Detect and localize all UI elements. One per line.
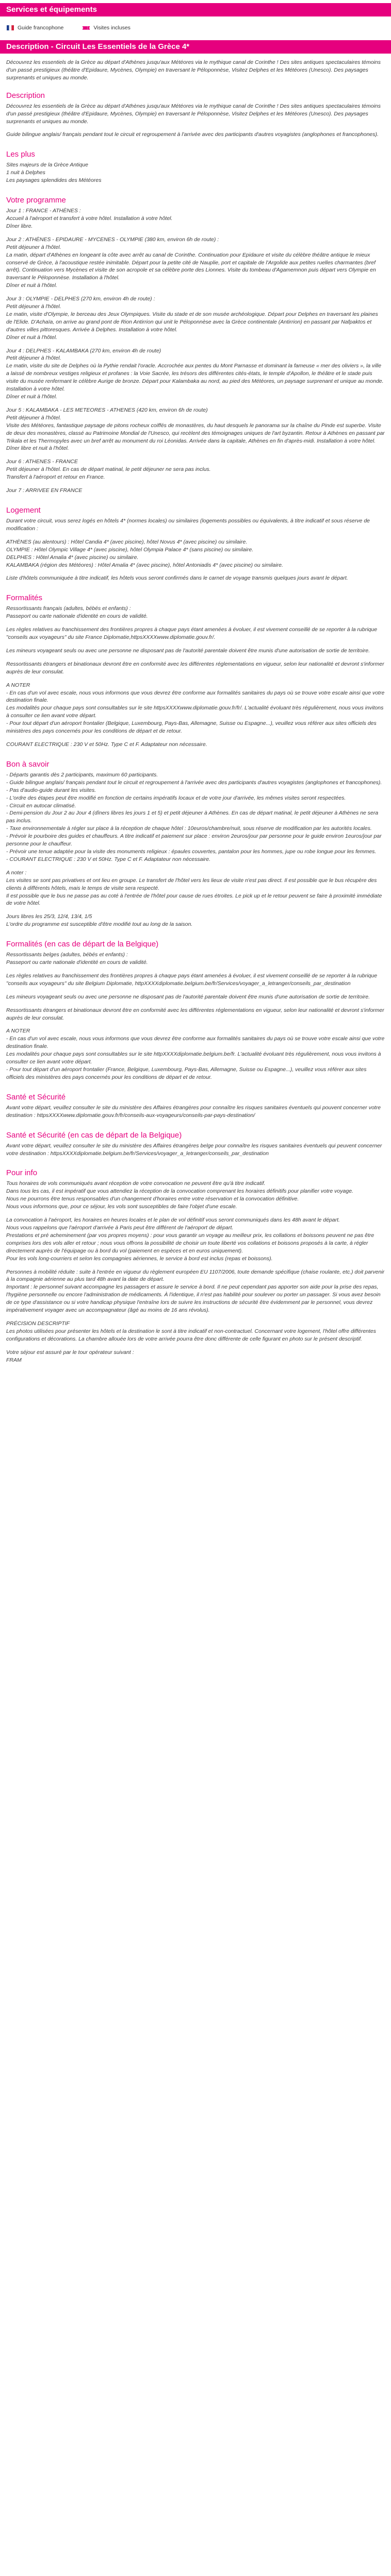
- content-section: [6, 594, 385, 749]
- content-section: [6, 506, 385, 582]
- section-title: Formalités: [6, 594, 43, 603]
- section-paragraph: PRÉCISION DESCRIPTIF Les photos utilisées pour présenter les hôtels et la destination le sont à titre indicatif et non-contractuel. Concernant votre logement, l'hôtel offre différentes configurations et décorations. La chambre allouée lors de votre arrivée pourra être donc différente de celle figurant en photo sur le présent descriptif.: [6, 1320, 376, 1342]
- content-section: [6, 760, 385, 928]
- section-title: Formalités (en cas de départ de la Belgique): [6, 940, 159, 949]
- description-content: [0, 54, 391, 1364]
- section-paragraph: A NOTER - En cas d'un vol avec escale, nous vous informons que vous devrez être conforme aux formalités sanitaires du pays où se trouve votre escale ainsi que votre destination finale. Les modalités pour chaque pays sont consultables sur le site httpXXXXdiplomatie.belgium.be/fr. L'actualité évoluant très régulièrement, nous vous invitons à consulter ce lien avant votre départ. - Pour tout départ d'un aéroport frontalier (France, Belgique, Luxembourg, Pays-Bas, Allemagne, Suisse ou Espagne...), veuillez vous référer aux sites officiels des ministères des pays concernés pour les conditions de départ et de retour.: [6, 1028, 385, 1080]
- section-paragraph: Jour 6 : ATHENES - FRANCE Petit déjeuner à l'hôtel. En cas de départ matinal, le petit déjeuner ne sera pas inclus. Transfert à l'aéroport et retour en France.: [6, 459, 211, 481]
- section-title: Les plus: [6, 150, 35, 159]
- section-title: Votre programme: [6, 196, 66, 205]
- content-section: [6, 150, 385, 184]
- section-paragraph: ATHÈNES (au alentours) : Hôtel Candia 4* (avec piscine), hôtel Novus 4* (avec piscine) ou similaire. OLYMPIE : Hôtel Olympic Village 4* (avec piscine), hôtel Olympia Palace 4* (sans piscine) ou similaire. DELPHES : Hôtel Amalia 4* (avec piscine) ou similaire. KALAMBAKA (région des Météores) : Hôtel Amalia 4* (avec piscine), hôtel Antoniadis 4* (avec piscine) ou similaire.: [6, 538, 283, 568]
- sections: [6, 91, 385, 1364]
- service-label: Visites incluses: [93, 24, 131, 31]
- section-paragraph: Jour 2 : ATHÈNES - EPIDAURE - MYCENES - OLYMPIE (380 km, environ 6h de route) : Petit déjeuner à l'hôtel. La matin, départ d'Athènes en longeant la côte avec arrêt au canal de Corinthe. Continuation pour Epidaure et visite du célèbre théâtre antique le mieux conservé de Grèce, à l'acoustique restée inimitable. Départ pour la petite cité de Nauplie, port et capitale de l'Argolide aux petites ruelles charmantes (bref arrêt). Continuation vers Mycènes et visite de son acropole et sa célèbre porte des Lionnes. Visite du tombeau d'Agamemnon puis départ vers Olympie en traversant le Péloponnèse. Installation à l'hôtel. Dîner et nuit à l'hôtel.: [6, 236, 376, 289]
- section-paragraph: Personnes à mobilité réduite : suite à l'entrée en vigueur du règlement européen EU 1107/2006, toute demande spécifique (chaise roulante, etc.) doit parvenir à la compagnie aérienne au plus tard 48h avant la date de départ. Important : le personnel suivant accompagne les passagers et assure le service à bord. Il ne peut cependant pas apporter son aide pour la prise des repas, l'hygiène personnelle ou encore l'administration de médicaments. À l'identique, il n'est pas habilité pour soulever ou porter un passager. Si vous avez besoin de ce type d'assistance ou si votre handicap physique l'entraîne lors de suivre les instructions de sécurité être évidemment par le personnel, vous devrez impérativement voyager avec un accompagnateur (âgé au moins de 16 ans révolus).: [6, 1268, 385, 1314]
- section-paragraph: Jour 3 : OLYMPIE - DELPHES (270 km, environ 4h de route) : Petit déjeuner à l'hôtel. Le matin, visite d'Olympie, le berceau des Jeux Olympiques. Visite du stade et de son musée archéologique. Départ pour Delphes en traversant les plaines de l'Elide. D'Achaïa, on arrive au grand pont de Rion Antirrion qui unit le Péloponnèse avec la Grèce continentale (Antirrion) en passant par Nafpaktos et d'autres villes pittoresques. Arrivée à Delphes. Installation à votre hôtel. Dîner et nuit à l'hôtel.: [6, 296, 378, 341]
- ticket-icon: [82, 24, 90, 32]
- section-paragraph: Découvrez les essentiels de la Grèce au départ d'Athènes jusqu'aux Météores via le mythique canal de Corinthe ! Des sites antiques spectaculaires témoins d'un passé prestigieux (théâtre d'Epidaure, Mycènes, Olympie) en traversant le Péloponnèse, Visitez Delphes et les Météores (Unesco). Des paysages surprenants et uniques au monde.: [6, 103, 382, 125]
- section-paragraph: COURANT ELECTRIQUE : 230 V et 50Hz. Type C et F. Adaptateur non nécessaire.: [6, 741, 207, 748]
- section-paragraph: Les mineurs voyageant seuls ou avec une personne ne disposant pas de l'autorité parentale doivent être munis d'une autorisation de sortie de territoire.: [6, 993, 370, 1000]
- content-section: [6, 91, 385, 139]
- content-section: [6, 1131, 385, 1158]
- services-heading: Services et équipements: [6, 5, 97, 14]
- section-paragraph: Ressortissants étrangers et binationaux devront être en conformité avec les différentes réglementations en vigueur, selon leur nationalité et devront s'informer auprès de leur consulat.: [6, 1007, 386, 1021]
- section-paragraph: Ressortissants français (adultes, bébés et enfants) : Passeport ou carte nationale d'identité en cours de validité.: [6, 605, 148, 620]
- content-section: [6, 196, 385, 495]
- services-heading-bar: [0, 3, 391, 16]
- section-paragraph: Avant votre départ, veuillez consulter le site du ministère des Affaires étrangères pour connaître les risques sanitaires éventuels qui pouvent concerner votre destination : httpsXXXXwww.diplomatie.gouv.fr/fr/conseils-aux-voyageurs/conseils-par-pays-destination/: [6, 1104, 382, 1118]
- section-paragraph: Ressortissants belges (adultes, bébés et enfants) : Passeport ou carte nationale d'identité en cours de validité.: [6, 952, 148, 966]
- tour-title: Description - Circuit Les Essentiels de la Grèce 4*: [6, 42, 190, 51]
- section-paragraph: Les règles relatives au franchissement des frontières propres à chaque pays étant amenées à évoluer, il est vivement conseillé de se reporter à la rubrique "conseils aux voyageurs" du site France Diplomatie,httpsXXXXwww.diplomatie.gouv.fr/.: [6, 626, 379, 641]
- section-title: Santé et Sécurité (en cas de départ de la Belgique): [6, 1130, 182, 1140]
- section-paragraph: Durant votre circuit, vous serez logés en hôtels 4* (normes locales) ou similaires (logements possibles ou équivalents, à titre indicatif et sous réserve de modification :: [6, 517, 371, 532]
- section-paragraph: - Départs garantis dès 2 participants, maximum 60 participants. - Guide bilingue anglais/ français pendant tout le circuit et regroupement à l'arrivée avec des participants d'autres voyagistes (anglophones et francophones). - Pas d'audio-guide durant les visites. - L'ordre des étapes peut être modifié en fonction de certains impératifs locaux et de votre jour d'arrivée, les mêmes visites seront respectées. - Circuit en autocar climatisé. - Demi-pension du Jour 2 au Jour 4 (dîners libres les jours 1 et 5) et petit déjeuner à Athènes. En cas de départ matinal, le petit déjeuner à Athènes ne sera pas inclus. - Taxe environnementale à régler sur place à la réception de chaque hôtel : 10euros/chambre/nuit, sous réserve de modification par les autorités locales. - Prévoir le pourboire des guides et chauffeurs. A titre indicatif et paiement sur place : environ 2euros/jour par personne pour le guide environ 1euros/jour par personne pour le chauffeur. - Prévoir une tenue adaptée pour la visite des monuments religieux : épaules couvertes, pantalon pour les hommes, jupe ou robe longue pour les femmes. - COURANT ELECTRIQUE : 230 V et 50Hz. Type C et F. Adaptateur non nécessaire.: [6, 771, 382, 862]
- service-french-guide: [6, 24, 63, 32]
- section-title: Logement: [6, 505, 41, 515]
- section-title: Description: [6, 91, 45, 100]
- section-paragraph: A NOTER - En cas d'un vol avec escale, nous vous informons que vous devrez être conforme aux formalités sanitaires du pays où se trouve votre escale ainsi que votre destination finale. Les modalités pour chaque pays sont consultables sur le site httpsXXXXwww.diplomatie.gouv.fr/fr/. L'actualité évoluant très régulièrement, nous vous invitons à consulter ce lien avant votre départ. - Pour tout départ d'un aéroport frontalier (Belgique, Luxembourg, Pays-Bas, Allemagne, Suisse ou Espagne...), veuillez vous référer aux sites officiels des ministères des pays concernés pour les conditions de départ et de retour.: [6, 682, 385, 735]
- section-paragraph: A noter : Les visites se sont pas privatives et ont lieu en groupe. Le transfert de l'hôtel vers les lieux de visite n'est pas direct. Il est possible que le bus récupère des clients à différents hôtels, mais le temps de visite sera respecté. Il est possible que le bus ne passe pas au coté à l'entrée de l'hôtel pour cause de rues étroites. Le pick up et le retour peuvent se faire à proximité immédiate de votre hôtel.: [6, 869, 382, 907]
- section-paragraph: Ressortissants étrangers et binationaux devront être en conformité avec les différentes réglementations en vigueur, selon leur nationalité et devront s'informer auprès de leur consulat.: [6, 660, 386, 675]
- section-paragraph: La convocation à l'aéroport, les horaires en heures locales et le plan de vol définitif vous seront communiqués dans les 48h avant le départ. Nous vous rappelons que l'aéroport d'arrivée à Paris peut être différent de l'aéroport de départ. Prestations et pré acheminement (par vos propres moyens) : pour vous garantir un voyage au meilleur prix, les collations et boissons peuvent ne pas être comprises lors des vols aller et retour ; nous vous offrons la possibilité de choisir un toute liberté vos collations et boissons proposés à la carte, à régler directement auprès de l'équipage ou à bord du vol (paiement en espèces et en euros uniquement). Pour les vols long-courriers et selon les compagnies aériennes, le service à bord est inclus (repas et boissons).: [6, 1217, 374, 1262]
- section-paragraph: Jour 5 : KALAMBAKA - LES METEORES - ATHENES (420 km, environ 6h de route) Petit déjeuner à l'hôtel. Visite des Météores, fantastique paysage de pitons rocheux coiffés de monastères, du haut desquels le panorama sur la chaîne du Pinde est superbe. Visite de deux des monastères, classé au Patrimoine Mondial de l'Unesco, qui recèlent des témoignages uniques de l'art byzantin. Retour à Athènes en passant par Trikala et les Thermopyles avec un bref arrêt au monument du roi Léonidas. Arrivée dans la capitale, Athènes en fin d'après-midi. Installation à votre hôtel. Dîner libre et nuit à l'hôtel.: [6, 406, 385, 452]
- section-paragraph: Jour 4 : DELPHES - KALAMBAKA (270 km, environ 4h de route) Petit déjeuner à l'hôtel. Le matin, visite du site de Delphes où la Pythie rendait l'oracle. Accrochée aux pentes du Mont Parnasse et dominant la fameuse « mer des oliviers », la ville a laissé de nombreux vestiges religieux et profanes : la Voie Sacrée, les trésors des différentes cités-états, le temple d'Apollon, le théâtre et le stade puis visite du musée renfermant le célèbre Aurige de bronze. Départ pour Kalambaka au nord, au pied des Météores, un paysage surprenant et unique au monde. Installation à votre hôtel. Dîner et nuit à l'hôtel.: [6, 347, 384, 400]
- section-paragraph: Les mineurs voyageant seuls ou avec une personne ne disposant pas de l'autorité parentale doivent être munis d'une autorisation de sortie de territoire.: [6, 647, 370, 654]
- section-title: Santé et Sécurité: [6, 1092, 66, 1101]
- section-paragraph: Les règles relatives au franchissement des frontières propres à chaque pays étant amenées à évoluer, il est vivement conseillé de se reporter à la rubrique "conseils aux voyageurs" du site Belgium Diplomatie, httpXXXXdiplomatie.belgium.be/fr/Services/voyager_a_letranger/conseils_par_destination: [6, 972, 379, 987]
- section-paragraph: Votre séjour est assuré par le tour opérateur suivant : FRAM: [6, 1349, 134, 1363]
- section-paragraph: Jours libres les 25/3, 12/4, 13/4, 1/5 L'ordre du programme est susceptible d'être modifié tout au long de la saison.: [6, 913, 193, 928]
- services-list: [0, 16, 391, 40]
- section-title: Bon à savoir: [6, 759, 50, 769]
- section-paragraph: Guide bilingue anglais/ français pendant tout le circuit et regroupement à l'arrivée avec des participants d'autres voyagistes (anglophones et francophones).: [6, 131, 379, 138]
- page: [0, 3, 391, 1382]
- content-section: [6, 1168, 385, 1364]
- french-flag-icon: [6, 24, 14, 32]
- content-section: [6, 940, 385, 1081]
- section-title: Pour info: [6, 1168, 38, 1178]
- section-paragraph: Jour 1 : FRANCE - ATHÈNES : Accueil à l'aéroport et transfert à votre hôtel. Installation à votre hôtel. Dîner libre.: [6, 208, 173, 229]
- section-paragraph: Jour 7 : ARRIVEE EN FRANCE: [6, 487, 83, 494]
- intro-text: Découvrez les essentiels de la Grèce au départ d'Athènes jusqu'aux Météores via le mythique canal de Corinthe ! Des sites antiques spectaculaires témoins d'un passé prestigieux (théâtre d'Epidaure, Mycènes, Olympie) en traversant le Péloponnèse, Visitez Delphes et les Météores (Unesco). Des paysages surprenants et uniques au monde.: [6, 59, 382, 81]
- tour-title-bar: [0, 40, 391, 54]
- service-visits-included: [82, 24, 131, 32]
- content-section: [6, 1093, 385, 1120]
- section-paragraph: Liste d'hôtels communiquée à titre indicatif, les hôtels vous seront confirmés dans le carnet de voyage transmis quelques jours avant le départ.: [6, 575, 348, 582]
- section-paragraph: Tous horaires de vols communiqués avant réception de votre convocation ne peuvent être qu'à titre indicatif. Dans tous les cas, il est impératif que vous attendiez la réception de la convocation comprenant les horaires définitifs pour planifier votre voyage. Nous ne pourrons être tenus responsables d'un changement d'horaires entre votre réservation et la convocation définitive. Nous vous informons que, pour ce séjour, les vols sont susceptibles de faire l'objet d'une escale.: [6, 1180, 353, 1210]
- service-label: Guide francophone: [18, 24, 64, 31]
- section-paragraph: Avant votre départ, veuillez consulter le site du ministère des Affaires étrangères belge pour connaître les risques sanitaires éventuels qui peuvent concerner votre destination : httpsXXXXdiplomatie.belgium.be/fr/Services/voyager_a_letranger/conseils_par_destination: [6, 1142, 384, 1157]
- section-paragraph: Sites majeurs de la Grèce Antique 1 nuit à Delphes Les paysages splendides des Météores: [6, 162, 102, 184]
